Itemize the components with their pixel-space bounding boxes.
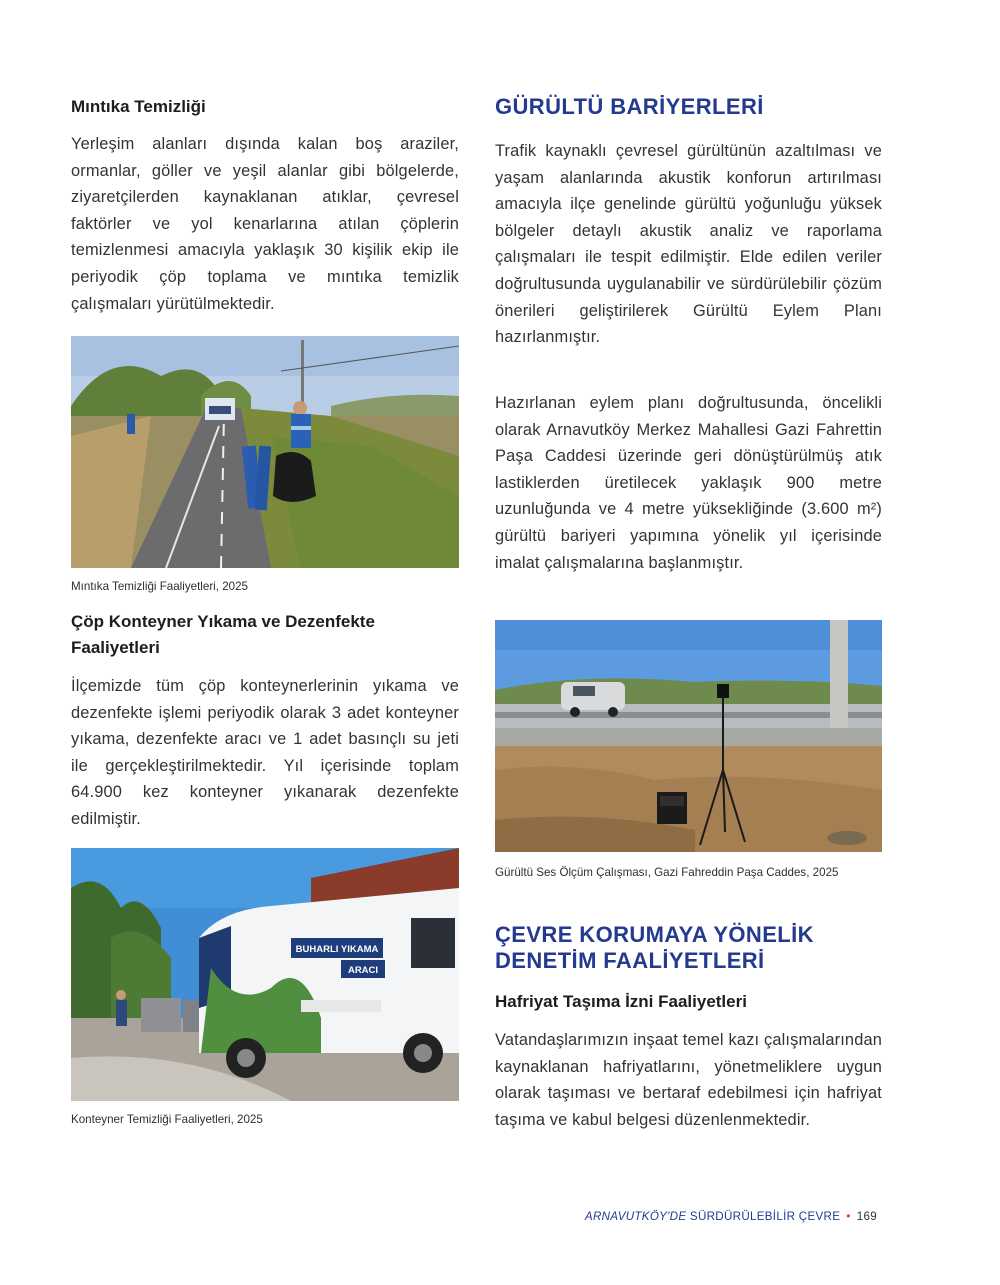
paragraph-noise-1: Trafik kaynaklı çevresel gürültünün azaltılması ve yaşam alanlarında akustik konforun artırılması amacıyla ilçe genelinde gürültü yoğunluğu yüksek bölgeler detaylı akustik analiz ve raporlama çalışmaları ile tespit edilmiştir. Elde edilen veriler doğrultusunda uygulanabilir ve sürdürülebilir çözüm önerileri geliştirilerek Gürültü Eylem Planı hazırlanmıştır.: [495, 142, 882, 347]
caption-mintika: Mıntıka Temizliği Faaliyetleri, 2025: [71, 580, 248, 593]
caption-noise-measurement: Gürültü Ses Ölçüm Çalışması, Gazi Fahreddin Paşa Caddes, 2025: [495, 866, 839, 879]
heading-noise-barriers: GÜRÜLTÜ BARİYERLERİ: [495, 94, 764, 119]
paragraph-excavation-permit: Vatandaşlarımızın inşaat temel kazı çalışmalarından kaynaklanan hafriyatlarını, yönetmeliklere uygun olarak taşıması ve bertaraf edebilmesi için hafriyat taşıma ve kabul belgesi düzenlenmektedir.: [495, 1031, 882, 1129]
footer-prefix: ARNAVUTKÖY'DE: [584, 1210, 687, 1223]
section-title-container-washing: Çöp Konteyner Yıkama ve Dezenfekte Faaliyetleri: [71, 612, 375, 657]
photo-mintika-cleaning: [71, 336, 459, 568]
van-label-line1: BUHARLI YIKAMA: [295, 944, 379, 955]
caption-container-washing: Konteyner Temizliği Faaliyetleri, 2025: [71, 1113, 263, 1126]
paragraph-mintika: Yerleşim alanları dışında kalan boş araziler, ormanlar, göller ve yeşil alanlar gibi bölgelerde, ziyaretçilerden kaynaklanan atıklar, çevresel faktörler ve yol kenarlarına atılan çöplerin temizlenmesi amacıyla yaklaşık 30 kişilik ekip ile periyodik çöp toplama ve mıntıka temizlik çalışmaları yürütülmektedir.: [71, 135, 459, 313]
heading-inspection-line2: DENETİM FAALİYETLERİ: [495, 948, 765, 973]
photo-container-washing: [71, 848, 459, 1101]
page-number: 169: [856, 1210, 877, 1223]
page-footer: [585, 1209, 877, 1223]
photo-noise-measurement: [495, 620, 882, 852]
van-label-line2: ARACI: [347, 965, 379, 976]
footer-title: SÜRDÜRÜLEBİLİR ÇEVRE: [689, 1210, 841, 1223]
footer-bullet: •: [846, 1209, 851, 1223]
section-title-mintika: Mıntıka Temizliği: [71, 97, 206, 116]
paragraph-noise-2: Hazırlanan eylem planı doğrultusunda, öncelikli olarak Arnavutköy Merkez Mahallesi Gazi Fahrettin Paşa Caddesi üzerinde geri dönüştürülmüş atık lastiklerden üretilecek yaklaşık 900 metre uzunluğunda ve 4 metre yüksekliğinde (3.600 m²) gürültü bariyeri yapımına yönelik yıl içerisinde imalat çalışmalarına başlanmıştır.: [495, 394, 882, 572]
section-title-excavation-permit: Hafriyat Taşıma İzni Faaliyetleri: [495, 992, 747, 1011]
paragraph-container-washing: İlçemizde tüm çöp konteynerlerinin yıkama ve dezenfekte işlemi periyodik olarak 3 adet konteyner yıkama, dezenfekte aracı ve 1 adet basınçlı su jeti ile gerçekleştirilmektedir. Yıl içerisinde toplam 64.900 kez konteyner yıkanarak dezenfekte edilmiştir.: [71, 677, 459, 828]
heading-inspection-line1: ÇEVRE KORUMAYA YÖNELİK: [495, 922, 814, 947]
